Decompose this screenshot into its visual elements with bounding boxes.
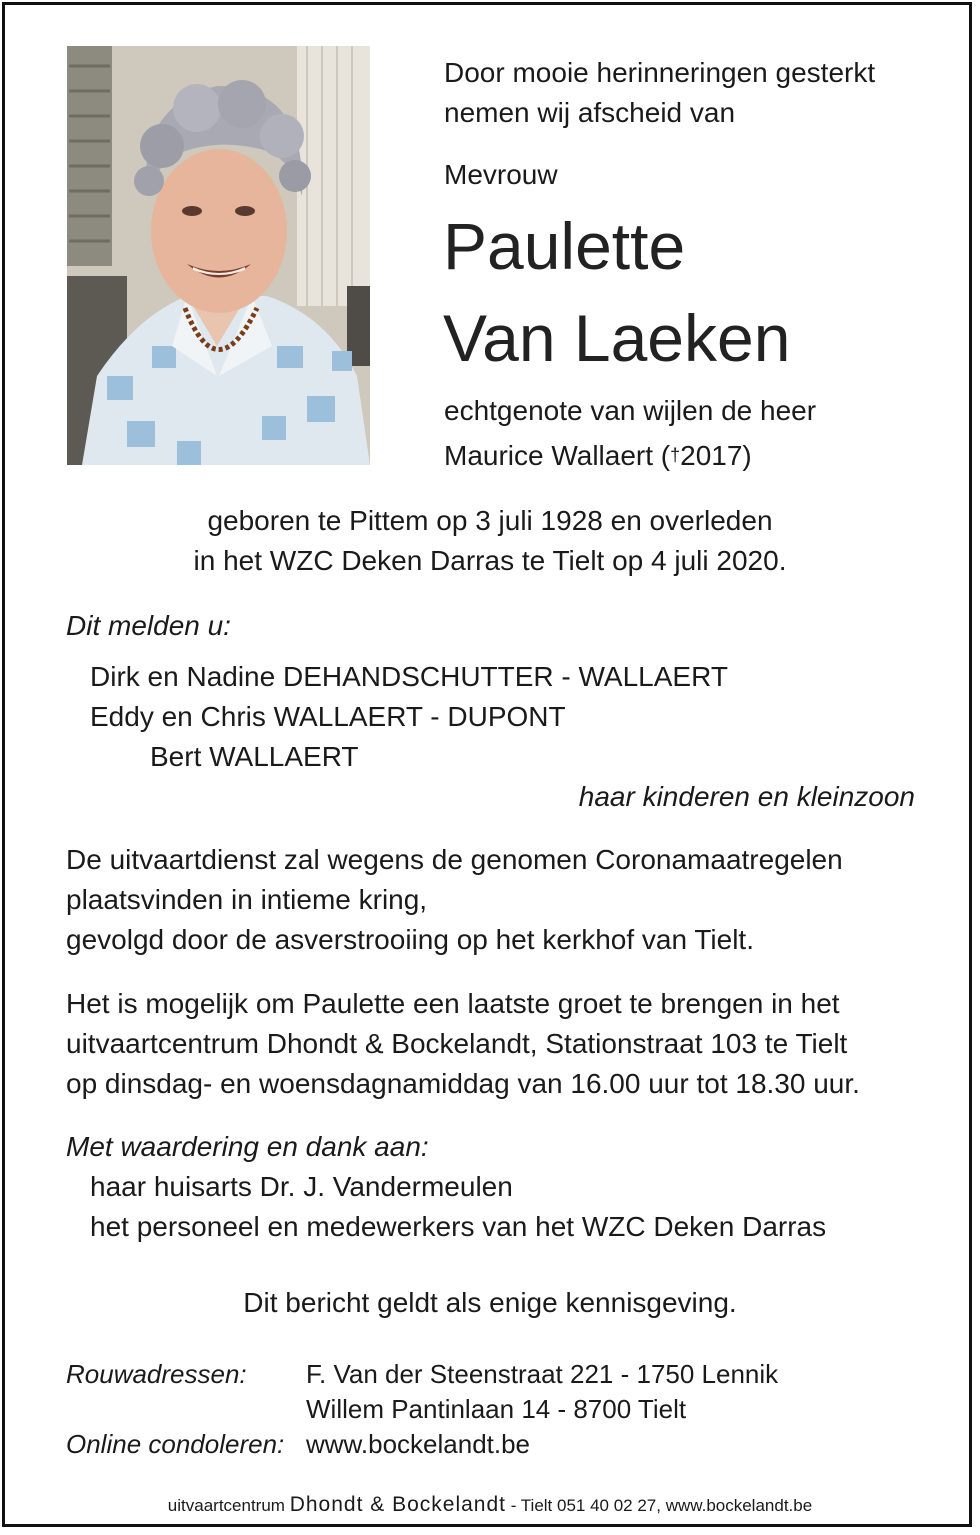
notice-statement: Dit bericht geldt als enige kennisgeving. <box>243 1287 737 1318</box>
footer-brand: Dhondt & Bockelandt <box>289 1493 506 1516</box>
deceased-last-name: Van Laeken <box>443 301 791 375</box>
thanks-item-1: haar huisarts Dr. J. Vandermeulen <box>90 1171 513 1202</box>
funeral-line-1: De uitvaartdienst zal wegens de genomen Coronamaatregelen <box>66 844 843 875</box>
cross-icon: † <box>670 445 681 465</box>
visitation-line-1: Het is mogelijk om Paulette een laatste groet te brengen in het <box>66 988 840 1019</box>
thanks-heading: Met waardering en dank aan: <box>66 1131 429 1162</box>
family-name-3: Bert WALLAERT <box>150 741 359 772</box>
intro-line-1: Door mooie herinneringen gesterkt <box>444 57 876 88</box>
family-name-2: Eddy en Chris WALLAERT - DUPONT <box>90 701 566 732</box>
salutation: Mevrouw <box>444 159 558 190</box>
family-name-1: Dirk en Nadine DEHANDSCHUTTER - WALLAERT <box>90 661 728 692</box>
spouse-name-text: Maurice Wallaert ( <box>444 440 671 471</box>
birth-death-line-2: in het WZC Deken Darras te Tielt op 4 juli 2020. <box>193 545 787 576</box>
footer-contact: - Tielt 051 40 02 27, www.bockelandt.be <box>505 1496 813 1515</box>
intro-text <box>444 53 875 133</box>
address-2: Willem Pantinlaan 14 - 8700 Tielt <box>306 1394 687 1424</box>
birth-death-line-1: geboren te Pittem op 3 juli 1928 en overleden <box>207 505 773 536</box>
condolences-label: Online condoleren: <box>66 1429 285 1459</box>
deceased-first-name: Paulette <box>443 209 686 283</box>
funeral-line-2: plaatsvinden in intieme kring, <box>66 884 428 915</box>
spouse-death-year: 2017) <box>680 440 752 471</box>
announcers-heading: Dit melden u: <box>66 610 231 641</box>
thanks-item-2: het personeel en medewerkers van het WZC Deken Darras <box>90 1211 827 1242</box>
condolences-link[interactable]: www.bockelandt.be <box>306 1429 531 1459</box>
portrait-photo <box>67 46 370 465</box>
family-relation: haar kinderen en kleinzoon <box>578 781 915 812</box>
address-1: F. Van der Steenstraat 221 - 1750 Lennik <box>306 1359 779 1389</box>
intro-line-2: nemen wij afscheid van <box>444 97 736 128</box>
spouse-name <box>444 436 752 479</box>
visitation-line-2: uitvaartcentrum Dhondt & Bockelandt, Stationstraat 103 te Tielt <box>66 1028 848 1059</box>
spouse-relation: echtgenote van wijlen de heer <box>444 395 817 426</box>
footer <box>0 1493 980 1518</box>
visitation-line-3: op dinsdag- en woensdagnamiddag van 16.00 uur tot 18.30 uur. <box>66 1068 860 1099</box>
addresses-label: Rouwadressen: <box>66 1359 247 1389</box>
footer-prefix: uitvaartcentrum <box>167 1496 290 1515</box>
funeral-line-3: gevolgd door de asverstrooiing op het kerkhof van Tielt. <box>66 924 754 955</box>
